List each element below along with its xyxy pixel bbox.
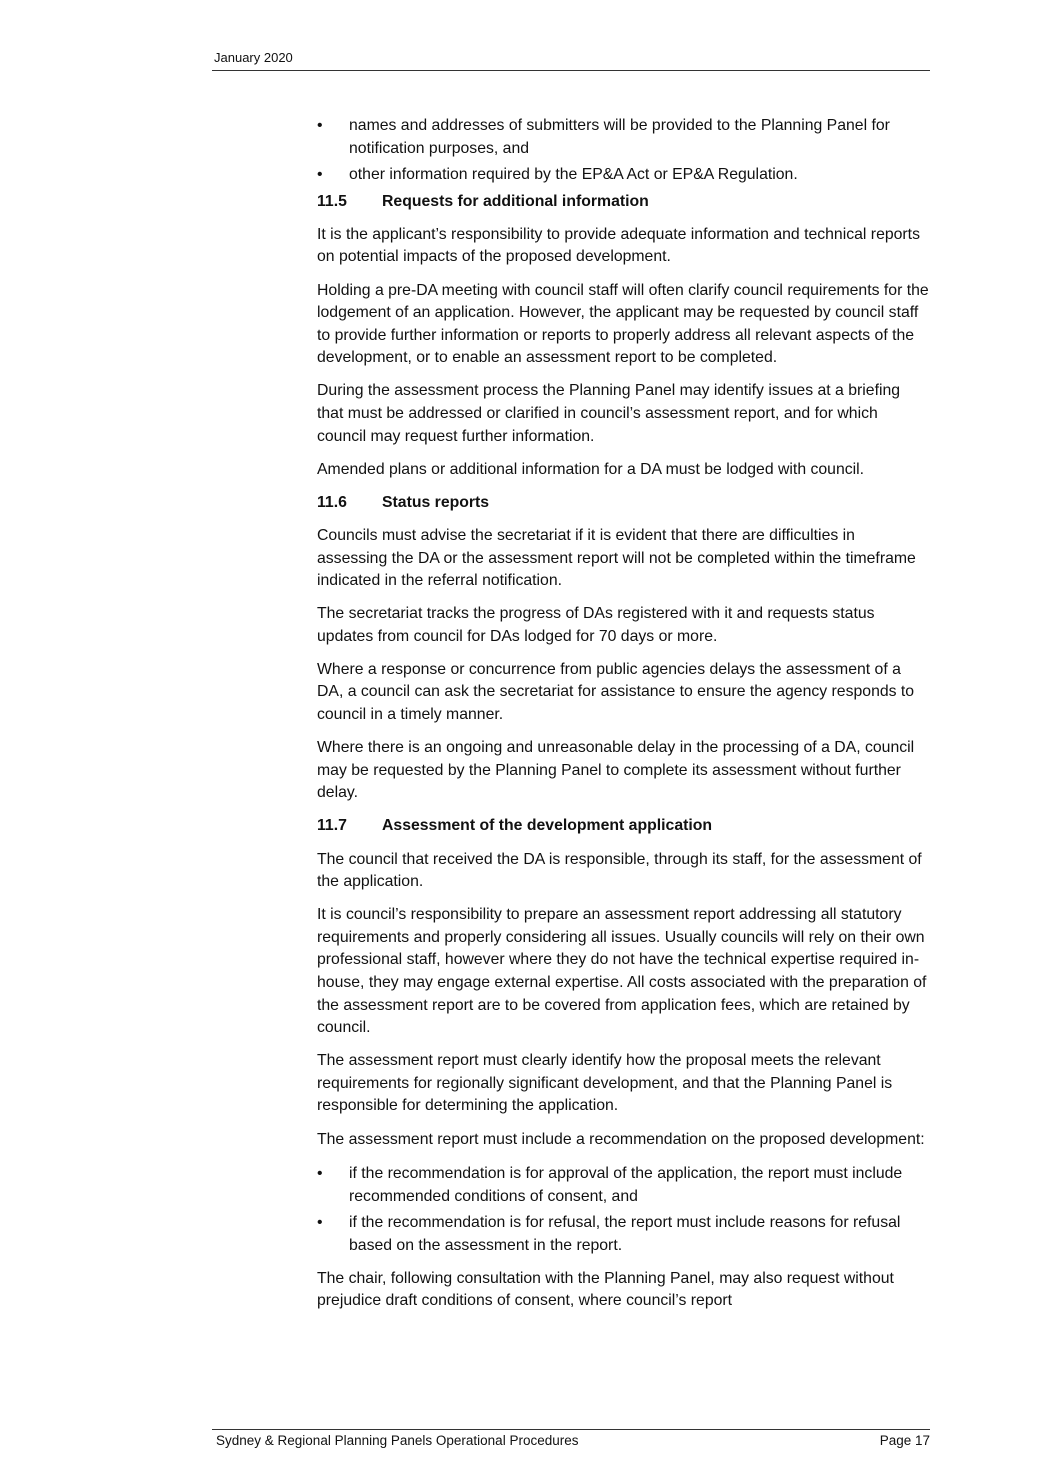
list-item	[317, 1212, 929, 1257]
section-title: Requests for additional information	[382, 192, 649, 210]
paragraph: During the assessment process the Planning Panel may identify issues at a briefing that must be addressed or clarified in council’s assessment report, and for which council may request further information.	[317, 382, 901, 445]
section-heading-11-7	[317, 815, 929, 838]
paragraph: The council that received the DA is responsible, through its staff, for the assessment of the application.	[317, 850, 922, 891]
paragraph: It is the applicant’s responsibility to provide adequate information and technical reports on potential impacts of the proposed development.	[317, 225, 920, 266]
bullet-icon: •	[317, 166, 323, 184]
paragraph: Where there is an ongoing and unreasonable delay in the processing of a DA, council may be requested by the Planning Panel to complete its assessment without further delay.	[317, 739, 915, 802]
paragraph: Councils must advise the secretariat if it is evident that there are difficulties in assessing the DA or the assessment report will not be completed within the timeframe indicated in the referral notification.	[317, 526, 916, 590]
paragraph: Amended plans or additional information for a DA must be lodged with council.	[317, 460, 865, 478]
recommendation-bullet-list	[317, 1163, 929, 1257]
list-item-text: if the recommendation is for refusal, the report must include reasons for refusal based on the assessment in the report.	[349, 1214, 901, 1254]
footer-divider	[212, 1429, 930, 1430]
bullet-icon: •	[317, 1165, 323, 1183]
bullet-icon: •	[317, 117, 323, 134]
paragraph: The assessment report must clearly identify how the proposal meets the relevant requirements for regionally significant development, and that the Planning Panel is responsible for determining the application.	[317, 1052, 893, 1115]
list-item-text: names and addresses of submitters will be provided to the Planning Panel for notification purposes, and	[349, 117, 890, 157]
paragraph: Where a response or concurrence from public agencies delays the assessment of a DA, a council can ask the secretariat for assistance to ensure the agency responds to council in a timely manner.	[317, 660, 915, 724]
section-title: Status reports	[382, 493, 490, 511]
paragraph: It is council’s responsibility to prepare an assessment report addressing all statutory requirements and properly considering all issues. Usually councils will rely on their own professional staff, however where they do not have the technical expertise required in-house, they may engage external expertise. All costs associated with the preparation of the assessment report are to be covered from application fees, which are retained by council.	[317, 906, 927, 1037]
list-item-text: if the recommendation is for approval of the application, the report must include recommended conditions of consent, and	[349, 1165, 903, 1205]
list-item	[317, 164, 929, 187]
intro-bullet-list	[317, 115, 929, 187]
list-item	[317, 115, 929, 160]
section-number: 11.7	[317, 817, 347, 835]
list-item	[317, 1163, 929, 1208]
paragraph: The secretariat tracks the progress of DAs registered with it and requests status updates from council for DAs lodged for 70 days or more.	[317, 605, 875, 645]
bullet-icon: •	[317, 1214, 323, 1232]
page-number: Page 17	[879, 1433, 930, 1448]
paragraph: The chair, following consultation with the Planning Panel, may also request without prejudice draft conditions of consent, where council’s report	[317, 1269, 894, 1310]
paragraph: The assessment report must include a recommendation on the proposed development:	[317, 1130, 925, 1148]
list-item-text: other information required by the EP&A Act or EP&A Regulation.	[349, 166, 798, 184]
document-body	[317, 115, 929, 1323]
section-number: 11.6	[317, 493, 347, 511]
section-heading-11-5	[317, 191, 929, 214]
header-divider	[212, 70, 930, 71]
section-number: 11.5	[317, 192, 347, 210]
footer-document-title: Sydney & Regional Planning Panels Operational Procedures	[216, 1433, 579, 1448]
section-heading-11-6	[317, 492, 929, 515]
paragraph: Holding a pre-DA meeting with council staff will often clarify council requirements for the lodgement of an application. However, the applicant may be requested by council staff to provide further information or reports to properly address all relevant aspects of the development, or to enable an assessment report to be completed.	[317, 281, 929, 367]
header-date: January 2020	[214, 50, 293, 65]
section-title: Assessment of the development application	[382, 817, 713, 835]
